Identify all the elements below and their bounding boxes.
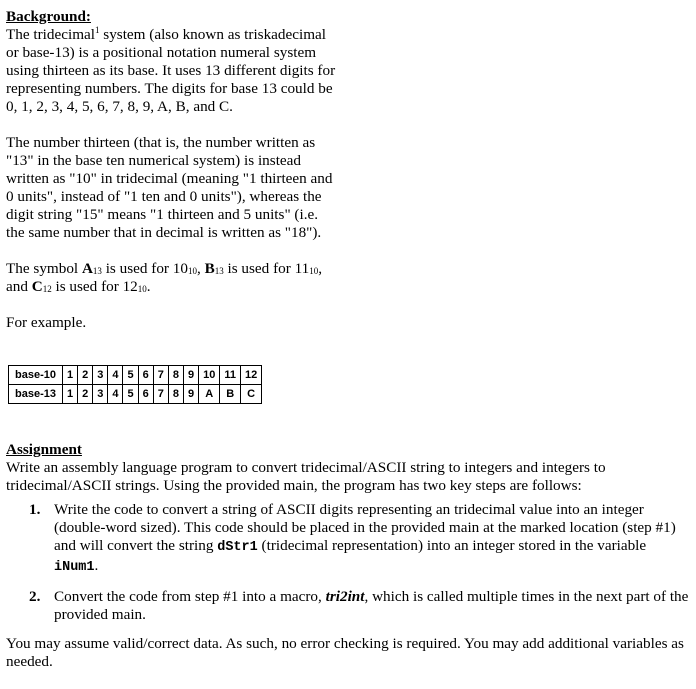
background-paragraph-4: For example. — [6, 314, 87, 331]
base-13-cell: C — [241, 385, 262, 404]
base-13-cell: 7 — [153, 385, 168, 404]
base-13-cell: B — [220, 385, 241, 404]
base-10-cell: 2 — [78, 366, 93, 385]
symbol-b: B — [204, 260, 215, 277]
step-1-text-b: (tridecimal representation) into an integer stored in the variable — [257, 537, 647, 554]
base-13-cell: 2 — [78, 385, 93, 404]
dstr1-code: dStr1 — [217, 540, 258, 555]
base-13-cell: 3 — [93, 385, 108, 404]
step-1-number: 1. — [29, 501, 41, 518]
p1-text-a: The tridecimal — [6, 26, 95, 43]
base-13-row — [9, 385, 262, 404]
base-13-cell: 5 — [123, 385, 138, 404]
assignment-final-note: You may assume valid/correct data. As such, no error checking is required. You may add additional variables as needed. — [6, 635, 684, 670]
base-10-cell: 3 — [93, 366, 108, 385]
p3-is-2: is used for 11 — [223, 260, 310, 277]
ten-base: 10 — [187, 266, 197, 276]
p3-end: . — [146, 278, 151, 295]
base-13-label: base-13 — [9, 385, 63, 404]
p3-comma: , — [196, 260, 205, 277]
eleven-base: 10 — [309, 266, 319, 276]
base-13-cell: 6 — [138, 385, 153, 404]
symbol-a: A — [81, 260, 93, 277]
background-paragraph-2: The number thirteen (that is, the number written as "13" in the base ten numerical system) is instead written as "10" in tridecimal (meaning "1 thirteen and 0 units", instead of "1 ten and 0 units"), whereas the digit string "15" means "1 thirteen and 5 units" (i.e. the same number that in decimal is written as "18"). — [6, 134, 333, 241]
tri2int-macro: tri2int — [325, 588, 365, 605]
base-10-cell: 9 — [183, 366, 198, 385]
assignment-section — [6, 441, 690, 671]
base-13-cell: 8 — [168, 385, 183, 404]
base-10-row — [9, 366, 262, 385]
step-2-text-a: Convert the code from step #1 into a macro, — [54, 588, 326, 605]
assignment-step-1 — [6, 501, 690, 577]
footnote-marker: 1 — [94, 25, 100, 35]
base-13-cell: A — [199, 385, 220, 404]
assignment-step-2 — [6, 588, 690, 624]
symbol-b-base: 13 — [214, 266, 224, 276]
base-10-label: base-10 — [9, 366, 63, 385]
background-paragraph-1 — [6, 26, 336, 116]
base-10-cell: 7 — [153, 366, 168, 385]
p3-and: , and — [6, 260, 322, 295]
base-10-cell: 5 — [123, 366, 138, 385]
symbol-c-base: 12 — [42, 284, 52, 294]
base-10-cell: 1 — [62, 366, 77, 385]
base-conversion-table — [8, 365, 262, 404]
symbol-a-base: 13 — [92, 266, 102, 276]
assignment-intro: Write an assembly language program to convert tridecimal/ASCII string to integers and integers to tridecimal/ASCII strings. Using the provided main, the program has two key steps are follows: — [6, 459, 606, 494]
base-10-cell: 8 — [168, 366, 183, 385]
background-section — [6, 8, 336, 332]
p3-is-1: is used for 10 — [101, 260, 188, 277]
twelve-base: 10 — [137, 284, 147, 294]
base-10-cell: 4 — [108, 366, 123, 385]
p3-intro: The symbol — [6, 260, 82, 277]
base-13-cell: 4 — [108, 385, 123, 404]
base-10-cell: 10 — [199, 366, 220, 385]
step-1-text-a: Write the code to convert a string of ASCII digits representing an tridecimal value into an integer (double-word sized). This code should be placed in the provided main at the marked location (step #1) and will convert the string — [54, 501, 676, 554]
base-10-cell: 6 — [138, 366, 153, 385]
step-1-text-c: . — [94, 557, 99, 574]
base-13-cell: 9 — [183, 385, 198, 404]
assignment-steps — [6, 501, 690, 624]
p3-is-3: is used for 12 — [51, 278, 138, 295]
background-paragraph-3 — [6, 260, 336, 296]
inum1-code: iNum1 — [54, 560, 95, 575]
step-2-number: 2. — [29, 588, 41, 605]
symbol-c: C — [31, 278, 43, 295]
p1-text-b: system (also known as triskadecimal or base-13) is a positional notation numeral system using thirteen as its base. It uses 13 different digits for representing numbers. The digits for base 13 could be 0, 1, 2, 3, 4, 5, 6, 7, 8, 9, A, B, and C. — [6, 26, 336, 115]
base-10-cell: 12 — [241, 366, 262, 385]
assignment-heading: Assignment — [6, 441, 82, 458]
step-2-text-b: , which is called multiple times in the next part of the provided main. — [54, 588, 689, 623]
base-13-cell: 1 — [62, 385, 77, 404]
base-10-cell: 11 — [220, 366, 241, 385]
background-heading: Background: — [6, 8, 91, 25]
